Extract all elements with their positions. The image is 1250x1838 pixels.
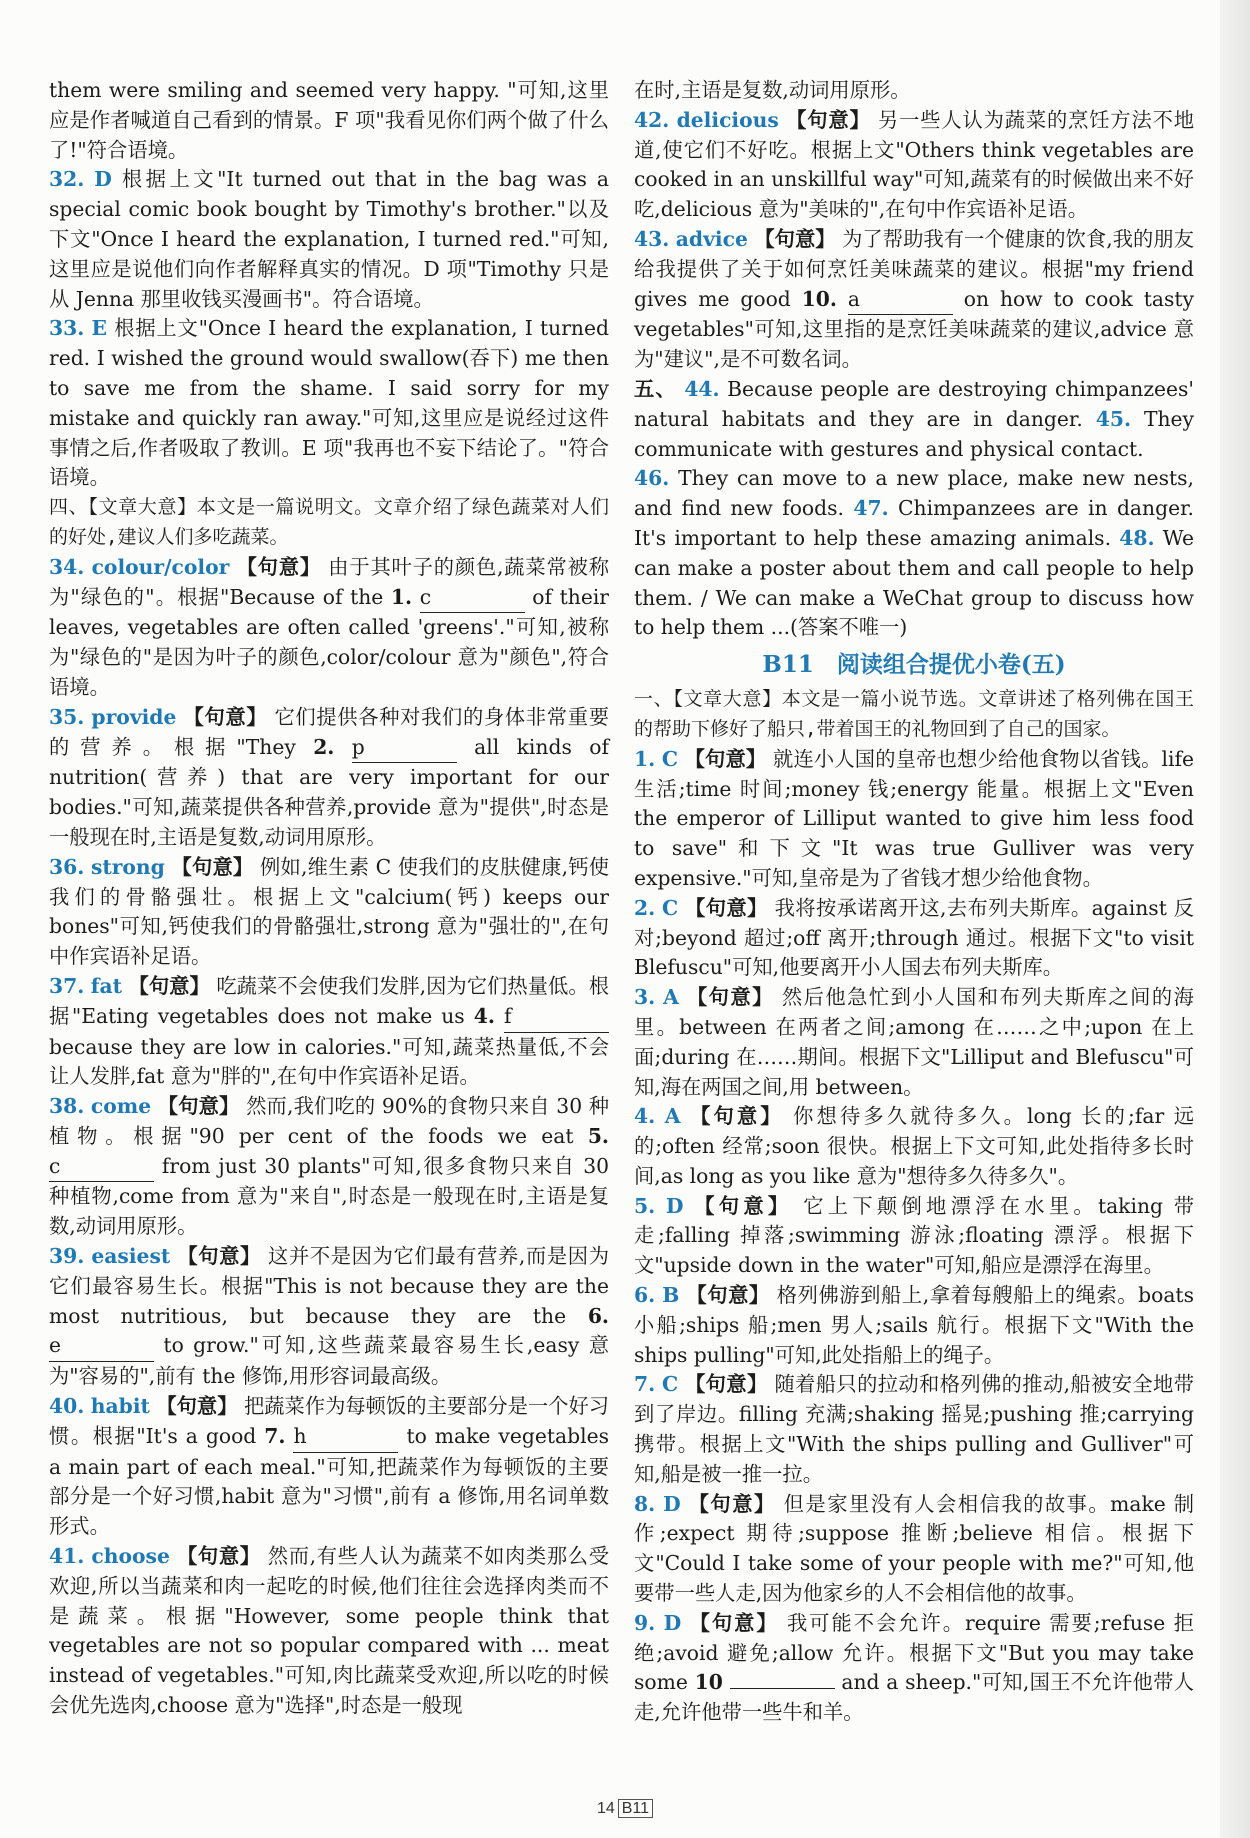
question-number: 47. (853, 496, 889, 521)
explanation-text: They can move to a new place, make new nests, and find new foods. (634, 466, 1195, 521)
explanation-text: 为了帮助我有一个健康的饮食,我的朋友给我提供了关于如何烹饪美味蔬菜的建议。根据"my friend gives me good (634, 226, 1194, 311)
question-number: 1. (634, 746, 656, 771)
explanation-text: 随着船只的拉动和格列佛的推动,船被安全地带到了岸边。filling 充满;shaking 摇晃;pushing 推;carrying 携带。根据上文"With the ships pulling and Gulliver"可知,船是被一推一拉。 (634, 1372, 1194, 1486)
explanation-text: 把蔬菜作为每顿饭的主要部分是一个好习惯。根据"It's a good (49, 1394, 610, 1448)
question-number: 38. (49, 1094, 85, 1119)
question-number: 39. (49, 1244, 85, 1269)
answer-item (634, 1609, 1194, 1728)
sentence-meaning-tag: 【句意】 (688, 1491, 776, 1516)
sentence-meaning-tag: 【句意】 (685, 1372, 768, 1397)
page-code: B11 (618, 1799, 653, 1818)
answer-item (49, 1092, 609, 1242)
explanation-text: 由于其叶子的颜色,蔬菜常被称为"绿色的"。根据"Because of the (49, 554, 609, 609)
explanation-text: We can make a poster about them and call people to help them. / We can make a WeChat group to discuss how to help them ...(答案不唯一) (634, 525, 1195, 640)
blank-line: e (49, 1331, 154, 1362)
answer-item (634, 375, 1194, 464)
explanation-text: on how to cook tasty vegetables"可知,这里指的是烹饪美味蔬菜的建议,advice 意为"建议",是不可数名词。 (634, 286, 1194, 372)
answer-item (634, 894, 1194, 983)
answer-item (634, 1102, 1194, 1191)
answer-key: D (663, 1610, 682, 1635)
explanation-text: them were smiling and seemed very happy. "可知,这里应是作者喊道自己看到的情景。F 项"我看见你们两个做了什么了!"符合语境。 (49, 78, 609, 162)
explanation-text: 我可能不会允许。require 需要;refuse 拒绝;avoid 避免;allow 允许。根据下文"But you may take some (634, 1610, 1195, 1695)
page-number: 14 (596, 1800, 615, 1817)
answer-item (49, 314, 609, 493)
answer-item (49, 1392, 609, 1542)
answer-item (634, 225, 1194, 375)
blank-number: 2. (313, 734, 335, 759)
explanation-text: 然后他急忙到小人国和布列夫斯库之间的海里。between 在两者之间;among 在……之中;upon 在上面;during 在……期间。根据下文"Lilliput and Blefuscu"可知,海在两国之间,用 between。 (634, 985, 1194, 1099)
explanation-text: 然而,有些人认为蔬菜不如肉类那么受欢迎,所以当蔬菜和肉一起吃的时候,他们往往会选择肉类而不是蔬菜。根据"However, some people think that vegetables are not so popular compared with ... meat instead of vegetables."可知,肉比蔬菜受欢迎,所以吃的时候会优先选肉,choose 意为"选择",时态是一般现 (49, 1544, 609, 1718)
blank-number: 7. (264, 1423, 286, 1448)
sentence-meaning-tag: 【句意】 (686, 985, 774, 1010)
answer-item (634, 1281, 1194, 1370)
sentence-meaning-tag: 【句意】 (177, 1244, 261, 1269)
answer-key: D (94, 167, 112, 192)
answer-item (49, 165, 609, 314)
blank-line: f (504, 1002, 609, 1033)
explanation-text: and a sheep."可知,国王不允许他带人走,允许他带一些牛和羊。 (634, 1670, 1194, 1725)
answer-key: C (662, 895, 679, 920)
question-number: 6. (634, 1283, 656, 1308)
question-number: 36. (49, 854, 85, 879)
explanation-text: 根据上文"Once I heard the explanation, I turned red. I wished the ground would swallow(吞下) me then to save me from the shame. I said sorry for my mistake and quickly ran away."可知,这里应是说经过这件事情之后,作者吸取了教训。E 项"我再也不妄下结论了。"符合语境。 (49, 316, 609, 490)
sentence-meaning-tag: 【句意】 (689, 1610, 779, 1635)
answer-item (49, 1542, 609, 1721)
answer-item (634, 1370, 1194, 1489)
answer-key: fat (90, 973, 123, 998)
blank-line: c (49, 1152, 154, 1183)
explanation-text: 但是家里没有人会相信我的故事。make 制作;expect 期待;suppose 推断;believe 相信。根据下文"Could I take some of your people with me?"可知,他要带一些人走,因为他家乡的人不会相信他的故事。 (634, 1491, 1194, 1606)
explanation-text: Because people are destroying chimpanzees' natural habitats and they are in danger. (634, 376, 1194, 431)
blank-line: p (352, 733, 457, 764)
sentence-meaning-tag: 【句意】 (156, 1394, 238, 1419)
answer-key: A (664, 1104, 681, 1129)
explanation-text: 这并不是因为它们最有营养,而是因为它们最容易生长。根据"This is not because they are the most nutritious, but because they are the (49, 1244, 609, 1328)
section-title: B11 阅读组合提优小卷(五) (762, 651, 1066, 679)
question-number: 44. (684, 376, 720, 401)
explanation-text: of their leaves, vegetables are often called 'greens'."可知,被称为"绿色的"是因为叶子的颜色,color/colour 意为"颜色",符合语境。 (49, 584, 609, 699)
answer-key: A (663, 985, 679, 1010)
sentence-meaning-tag: 【句意】 (690, 1104, 784, 1129)
explanation-text: 在时,主语是复数,动词用原形。 (634, 78, 911, 102)
sentence-meaning-tag: 【句意】 (694, 1193, 793, 1218)
question-number: 5. (634, 1193, 656, 1218)
answer-key: colour/color (91, 554, 230, 579)
question-number: 3. (634, 985, 656, 1010)
question-number: 32. (49, 167, 85, 192)
blank-line: a (848, 285, 953, 316)
blank-line: c (420, 583, 525, 614)
question-number: 46. (634, 466, 670, 491)
blank-number: 1. (390, 584, 413, 609)
blank-number: 10. (801, 286, 837, 311)
answer-item (634, 745, 1194, 894)
answer-key: E (91, 316, 108, 341)
page-footer (0, 1800, 1250, 1818)
answer-item (634, 1192, 1194, 1281)
explanation-text: all kinds of nutrition(营养) that are very important for our bodies."可知,蔬菜提供各种营养,provide 意为"提供",时态是一般现在时,主语是复数,动词用原形。 (49, 734, 609, 849)
explanation-text: 就连小人国的皇帝也想少给他食物以省钱。life 生活;time 时间;money 钱;energy 能量。根据上文"Even the emperor of Lilliput wanted to give him less food to save"和下文"It was true Gulliver was very expensive."可知,皇帝是为了省钱才想少给他食物。 (634, 746, 1195, 890)
section-lead: 五、 (634, 376, 677, 401)
blank-number: 5. (587, 1123, 609, 1148)
question-number: 48. (1119, 525, 1155, 550)
answer-item (49, 553, 609, 703)
question-number: 7. (634, 1372, 656, 1397)
sentence-meaning-tag: 【句意】 (754, 226, 836, 251)
explanation-text: 根据上文"It turned out that in the bag was a special comic book bought by Timothy's brother."以及下文"Once I heard the explanation, I turned red."可知,这里应是说他们向作者解释真实的情况。D 项"Timothy 只是从 Jenna 那里收钱买漫画书"。符合语境。 (49, 167, 609, 311)
answer-key: strong (90, 854, 165, 879)
explanation-text: 另一些人认为蔬菜的烹饪方法不地道,使它们不好吃。根据上文"Others think vegetables are cooked in an unskillful way"可知,蔬菜有的时候做出来不好吃,delicious 意为"美味的",在句中作宾语补足语。 (634, 107, 1194, 222)
question-number: 4. (634, 1104, 656, 1129)
question-number: 33. (49, 316, 85, 341)
question-number: 45. (1095, 406, 1132, 431)
question-number: 40. (49, 1394, 85, 1419)
blank-number: 6. (587, 1303, 609, 1328)
answer-item (49, 1242, 609, 1392)
question-number: 37. (49, 973, 85, 998)
explanation-text: to grow."可知,这些蔬菜最容易生长,easy 意为"容易的",前有 the 修饰,用形容词最高级。 (49, 1333, 609, 1389)
explanation-text: 我将按承诺离开这,去布列夫斯库。against 反对;beyond 超过;off 离开;through 通过。根据下文"to visit Blefuscu"可知,他要离开小人国去布列夫斯库。 (634, 895, 1194, 980)
question-number: 42. (634, 107, 670, 132)
question-number: 43. (634, 226, 670, 251)
page-edge-shadow (1220, 0, 1250, 1838)
explanation-text: They communicate with gestures and physical contact. (634, 406, 1194, 461)
blank-line (730, 1688, 835, 1689)
sentence-meaning-tag: 【句意】 (684, 746, 767, 771)
answer-key: B (662, 1283, 680, 1308)
question-number: 2. (634, 895, 656, 920)
answer-key: provide (91, 704, 177, 729)
question-number: 9. (634, 1610, 656, 1635)
explanation-text: 你想待多久就待多久。long 长的;far 远的;often 经常;soon 很快。根据上下文可知,此处指待多长时间,as long as you like 意为"想待多久待多久"。 (634, 1104, 1195, 1188)
article-summary: 四、【文章大意】本文是一篇说明文。文章介绍了绿色蔬菜对人们的好处,建议人们多吃蔬菜。 (49, 496, 609, 548)
answer-item (49, 972, 609, 1092)
explanation-text: Chimpanzees are in danger. It's important to help these amazing animals. (634, 496, 1194, 550)
explanation-text: 例如,维生素 C 使我们的皮肤健康,钙使我们的骨骼强壮。根据上文"calcium(钙) keeps our bones"可知,钙使我们的骨骼强壮,strong 意为"强壮的",在句中作宾语补足语。 (49, 854, 609, 969)
sentence-meaning-tag: 【句意】 (183, 704, 268, 729)
blank-line: h (293, 1422, 398, 1453)
sentence-meaning-tag: 【句意】 (176, 1544, 261, 1569)
question-number: 41. (49, 1544, 85, 1569)
answer-item (49, 853, 609, 972)
answer-key: easiest (91, 1244, 171, 1269)
explanation-text: from just 30 plants"可知,很多食物只来自 30 种植物,come from 意为"来自",时态是一般现在时,主语是复数,动词用原形。 (49, 1153, 609, 1239)
answer-key: habit (90, 1394, 150, 1419)
sentence-meaning-tag: 【句意】 (786, 107, 871, 132)
answer-key: advice (675, 226, 748, 251)
sentence-meaning-tag: 【句意】 (686, 1283, 770, 1308)
answer-item (634, 1490, 1194, 1609)
answer-item (634, 76, 1194, 106)
answer-key: delicious (676, 107, 779, 132)
explanation-text: 然而,我们吃的 90%的食物只来自 30 种植物。根据"90 per cent of the foods we eat (49, 1094, 609, 1148)
explanation-text: 格列佛游到船上,拿着每艘船上的绳索。boats 小船;ships 船;men 男人;sails 航行。根据下文"With the ships pulling"可知,此处指船上的绳子。 (634, 1283, 1194, 1367)
question-number: 34. (49, 554, 85, 579)
answer-item (49, 76, 609, 165)
answer-key: D (663, 1491, 681, 1516)
explanation-text: to make vegetables a main part of each meal."可知,把蔬菜作为每顿饭的主要部分是一个好习惯,habit 意为"习惯",前有 a 修饰,用名词单数形式。 (49, 1423, 609, 1539)
answer-key: D (665, 1193, 684, 1218)
question-number: 35. (49, 704, 85, 729)
left-column (49, 76, 609, 1721)
answer-key: come (90, 1094, 152, 1119)
explanation-text: 它上下颠倒地漂浮在水里。taking 带走;falling 掉落;swimming 游泳;floating 漂浮。根据下文"upside down in the water"可知,船应是漂浮在海里。 (634, 1193, 1195, 1278)
right-column (634, 76, 1194, 1728)
answer-key: C (661, 746, 678, 771)
answer-item (634, 464, 1194, 643)
explanation-text: because they are low in calories."可知,蔬菜热量低,不会让人发胖,fat 意为"胖的",在句中作宾语补足语。 (49, 1034, 609, 1089)
explanation-text: 它们提供各种对我们的身体非常重要的营养。根据"They (49, 704, 609, 759)
article-summary: 一、【文章大意】本文是一篇小说节选。文章讲述了格列佛在国王的帮助下修好了船只,带着国王的礼物回到了自己的国家。 (634, 688, 1194, 740)
answer-item (634, 106, 1194, 225)
answer-key: choose (91, 1544, 170, 1569)
sentence-meaning-tag: 【句意】 (685, 895, 768, 920)
answer-key: C (662, 1372, 679, 1397)
explanation-text: 吃蔬菜不会使我们发胖,因为它们热量低。根据"Eating vegetables does not make us (49, 973, 609, 1028)
sentence-meaning-tag: 【句意】 (171, 854, 254, 879)
blank-number: 10 (694, 1670, 723, 1695)
blank-number: 4. (473, 1003, 495, 1028)
sentence-meaning-tag: 【句意】 (236, 554, 321, 579)
answer-item (49, 703, 609, 853)
sentence-meaning-tag: 【句意】 (157, 1094, 240, 1119)
sentence-meaning-tag: 【句意】 (128, 973, 210, 998)
answer-item (634, 983, 1194, 1102)
question-number: 8. (634, 1491, 656, 1516)
